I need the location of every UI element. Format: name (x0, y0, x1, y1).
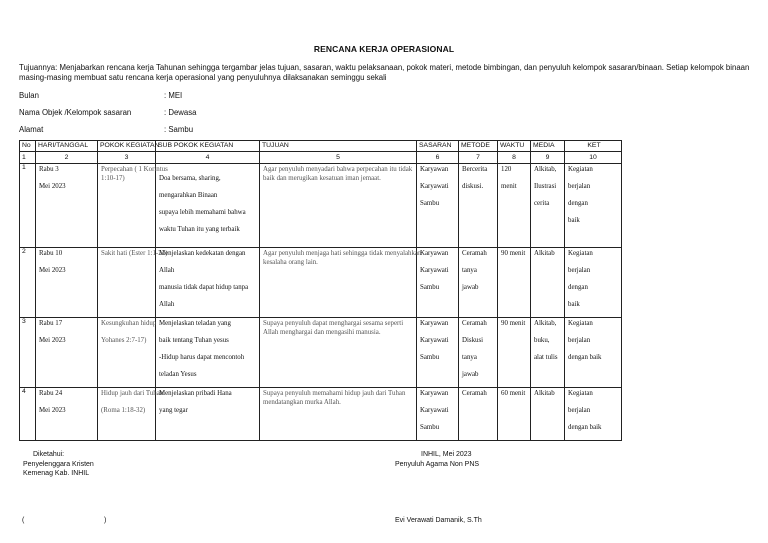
sub-pokok-cell (156, 164, 260, 248)
signature-left-title: Diketahui: (33, 451, 65, 458)
signature-right-place-date: INHIL, Mei 2023 (421, 451, 472, 458)
metode-cell (459, 318, 498, 388)
cell-line: tanya (462, 354, 477, 361)
cell-line: Agar penyuluh menjaga hati sehingga tidak menyalahkan (263, 250, 422, 257)
signature-left-role: Penyelenggara Kristen (23, 461, 94, 468)
cell-line: Kegiatan (568, 320, 593, 327)
cell-line: Alkitab, (534, 320, 557, 327)
waktu-cell (498, 248, 531, 318)
table-row (20, 388, 622, 441)
cell-line: Menjelaskan teladan yang (159, 320, 231, 327)
cell-line: dengan baik (568, 424, 602, 431)
cell-line: Allah menghargai dan mengasihi manusia. (263, 329, 381, 336)
cell-line: teladan Yesus (159, 371, 197, 378)
table-row (20, 164, 622, 248)
column-number: 9 (531, 152, 565, 164)
metode-cell (459, 388, 498, 441)
cell-line: Karyawati (420, 337, 449, 344)
cell-line: 1:10-17) (101, 175, 125, 182)
cell-line: 120 (501, 166, 512, 173)
cell-line: Alkitab (534, 390, 555, 397)
cell-line: manusia tidak dapat hidup tanpa (159, 284, 249, 291)
cell-line: Allah (159, 301, 175, 308)
pokok-cell (98, 164, 168, 248)
meta-objek-value: : Dewasa (164, 108, 197, 117)
sub-pokok-cell (156, 248, 260, 318)
meta-bulan-value: : MEI (164, 91, 183, 100)
cell-line: Menjelaskan kedekatan dengan (159, 250, 246, 257)
sasaran-cell (417, 164, 459, 248)
cell-line: Karyawan (420, 390, 449, 397)
tujuan-cell (260, 318, 417, 388)
cell-line: dengan (568, 284, 588, 291)
cell-line: berjalan (568, 337, 591, 344)
cell-line: Ilustrasi (534, 183, 557, 190)
cell-line: Bercerita (462, 166, 488, 173)
cell-line: dengan baik (568, 354, 602, 361)
cell-line: alat tulis (534, 354, 558, 361)
cell-line: dengan (568, 200, 588, 207)
cell-line: diskusi. (462, 183, 484, 190)
ket-cell (565, 164, 622, 248)
intro-paragraph: Tujuannya: Menjabarkan rencana kerja Tahunan sehingga tergambar jelas tujuan, sasaran, waktu pelaksanaan, pokok materi, metode bimbingan, dan penyuluh kelompok sasaran/binaan. Setiap kelompok binaan masing-masing membuat satu rencana kerja operasional yang penyuluhnya dilaksanakan seminggu sekali (19, 63, 750, 82)
header-cell: POKOK KEGIATAN (98, 141, 156, 152)
cell-line: Sambu (420, 284, 440, 291)
cell-line: Ceramah (462, 320, 487, 327)
column-number: 1 (20, 152, 36, 164)
cell-line: Supaya penyuluh memahami hidup jauh dari Tuhan (263, 390, 406, 397)
cell-line: Yohanes 2:7-17) (101, 337, 147, 344)
header-cell: KET (565, 141, 622, 152)
media-cell (531, 164, 565, 248)
cell-line: Alkitab (534, 250, 555, 257)
meta-bulan-label: Bulan (19, 91, 39, 100)
cell-line: baik (568, 301, 580, 308)
date-cell (36, 164, 98, 248)
column-number: 7 (459, 152, 498, 164)
cell-line: Allah (159, 267, 175, 274)
header-cell: MEDIA (531, 141, 565, 152)
cell-line: Agar penyuluh menyadari bahwa perpecahan itu tidak (263, 166, 413, 173)
cell-line: Rabu 24 (39, 390, 63, 397)
header-cell: SUB POKOK KEGIATAN (156, 141, 260, 152)
table-row (20, 318, 622, 388)
cell-line: jawab (462, 371, 479, 378)
cell-line: Kesungkuhan hidup (101, 320, 157, 327)
media-cell (531, 248, 565, 318)
header-cell: SASARAN (417, 141, 459, 152)
table-row (20, 248, 622, 318)
cell-line: Karyawati (420, 183, 449, 190)
header-cell: TUJUAN (260, 141, 417, 152)
waktu-cell (498, 388, 531, 441)
meta-alamat-label: Alamat (19, 125, 44, 134)
cell-line: (Roma 1:18-32) (101, 407, 146, 414)
ket-cell (565, 388, 622, 441)
cell-line: Rabu 17 (39, 320, 63, 327)
cell-line: Alkitab, (534, 166, 557, 173)
meta-bulan (19, 91, 182, 100)
cell-line: Sakit hati (Ester 1:1-22) (101, 250, 168, 257)
sasaran-cell (417, 248, 459, 318)
cell-line: Karyawan (420, 250, 449, 257)
signature-left-name-open: ( (22, 517, 25, 524)
date-cell (36, 318, 98, 388)
media-cell (531, 388, 565, 441)
cell-line: cerita (534, 200, 550, 207)
cell-line: mendatangkan murka Allah. (263, 399, 341, 406)
cell-line: 90 menit (501, 250, 526, 257)
cell-line: Diskusi (462, 337, 484, 344)
cell-line: Karyawati (420, 407, 449, 414)
ket-cell (565, 318, 622, 388)
pokok-cell (98, 388, 164, 441)
cell-line: Sambu (420, 424, 440, 431)
cell-line: berjalan (568, 267, 591, 274)
header-cell: HARI/TANGGAL (36, 141, 98, 152)
waktu-cell (498, 318, 531, 388)
cell-line: Mei 2023 (39, 337, 66, 344)
sub-pokok-cell (156, 388, 260, 441)
cell-line: Kegiatan (568, 390, 593, 397)
ket-cell (565, 248, 622, 318)
header-cell: No (20, 141, 36, 152)
cell-line: Ceramah (462, 250, 487, 257)
tujuan-cell (260, 164, 417, 248)
cell-line: Karyawati (420, 267, 449, 274)
media-cell (531, 318, 565, 388)
cell-line: waktu Tuhan itu yang terbaik (159, 226, 240, 233)
sasaran-cell (417, 318, 459, 388)
meta-alamat-value: : Sambu (164, 125, 194, 134)
cell-line: Ceramah (462, 390, 487, 397)
cell-line: Perpecahan ( 1 Korintus (101, 166, 168, 173)
metode-cell (459, 164, 498, 248)
cell-line: baik tentang Tuhan yesus (159, 337, 229, 344)
column-number: 4 (156, 152, 260, 164)
cell-line: menit (501, 183, 517, 190)
pokok-cell (98, 318, 156, 388)
cell-line: Supaya penyuluh dapat menghargai sesama seperti (263, 320, 404, 327)
cell-line: buku, (534, 337, 550, 344)
cell-line: Kegiatan (568, 250, 593, 257)
meta-objek (19, 108, 197, 117)
column-number: 6 (417, 152, 459, 164)
row-number-cell: 4 (20, 388, 36, 441)
cell-line: Karyawan (420, 166, 449, 173)
header-cell: WAKTU (498, 141, 531, 152)
signature-left-name-close: ) (104, 517, 107, 524)
cell-line: Sambu (420, 354, 440, 361)
table-body (20, 164, 622, 441)
cell-line: Rabu 10 (39, 250, 63, 257)
tujuan-cell (260, 248, 422, 318)
meta-objek-label: Nama Objek /Kelompok sasaran (19, 108, 132, 117)
cell-line: Karyawan (420, 320, 449, 327)
row-number-cell: 3 (20, 318, 36, 388)
cell-line: yang tegar (159, 407, 188, 414)
cell-line: Mei 2023 (39, 267, 66, 274)
cell-line: baik dan merugikan kesatuan iman jemaat. (263, 175, 381, 182)
signature-right-role: Penyuluh Agama Non PNS (395, 461, 480, 468)
cell-line: Hidup jauh dari Tuhan (101, 390, 164, 397)
date-cell (36, 388, 98, 441)
signature-right-name: Evi Verawati Damanik, S.Th (395, 517, 482, 524)
column-number: 8 (498, 152, 531, 164)
sasaran-cell (417, 388, 459, 441)
cell-line: Sambu (420, 200, 440, 207)
cell-line: kesalaha orang lain. (263, 259, 318, 266)
signature-left-org: Kemenag Kab. INHIL (23, 470, 90, 477)
cell-line: supaya lebih memahami bahwa (159, 209, 246, 216)
cell-line: Menjelaskan pribadi Hana (159, 390, 232, 397)
cell-line: berjalan (568, 183, 591, 190)
row-number-cell: 1 (20, 164, 36, 248)
cell-line: -Hidup harus dapat mencontoh (159, 354, 245, 361)
column-number: 3 (98, 152, 156, 164)
cell-line: baik (568, 217, 580, 224)
sub-pokok-cell (156, 318, 260, 388)
date-cell (36, 248, 98, 318)
tujuan-cell (260, 388, 417, 441)
cell-line: Mei 2023 (39, 183, 66, 190)
cell-line: Mei 2023 (39, 407, 66, 414)
column-number-row (20, 152, 622, 164)
row-number-cell: 2 (20, 248, 36, 318)
meta-alamat (19, 125, 193, 134)
cell-line: Kegiatan (568, 166, 593, 173)
cell-line: jawab (462, 284, 479, 291)
cell-line: Rabu 3 (39, 166, 59, 173)
table-header-row (20, 141, 622, 152)
header-cell: METODE (459, 141, 498, 152)
cell-line: tanya (462, 267, 477, 274)
work-plan-table (19, 140, 622, 441)
document-title: RENCANA KERJA OPERASIONAL (313, 44, 455, 54)
cell-line: Doa bersama, sharing, (159, 175, 221, 182)
column-number: 10 (565, 152, 622, 164)
waktu-cell (498, 164, 531, 248)
cell-line: berjalan (568, 407, 591, 414)
column-number: 2 (36, 152, 98, 164)
column-number: 5 (260, 152, 417, 164)
cell-line: mengarahkan Binaan (159, 192, 218, 199)
cell-line: 60 menit (501, 390, 526, 397)
metode-cell (459, 248, 498, 318)
cell-line: 90 menit (501, 320, 526, 327)
